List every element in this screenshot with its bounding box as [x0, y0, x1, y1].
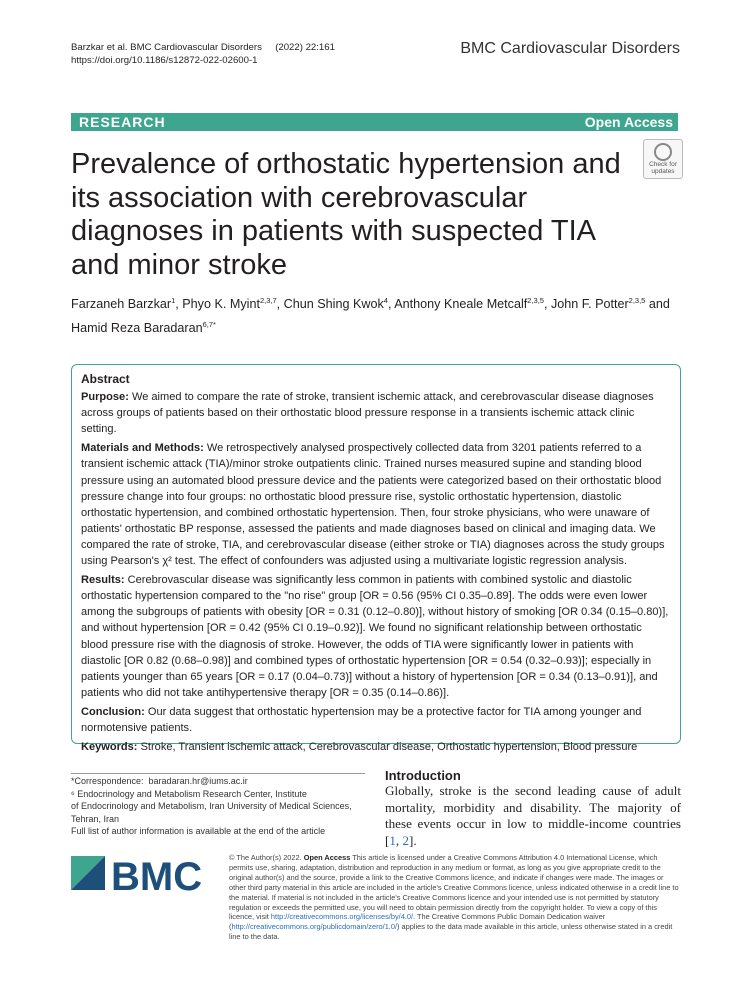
citation-ref[interactable]: 1: [389, 832, 396, 848]
author-name[interactable]: Farzaneh Barzkar: [71, 297, 172, 312]
open-access-label: Open Access: [303, 853, 351, 862]
affiliation-line: Tehran, Iran: [71, 813, 120, 824]
license-body: This article is licensed under a Creative Commons Attribution 4.0 International License, which permits use, sharing, adaptation, distribution and reproduction in any medium or format, as long as you give appropriate credit to the original author(s) and the source, provide a link to the Creative Commons licence, and indicate if changes were made. The images or other third party material in this article are included in the article's Creative Commons licence, unless indicated otherwise in a credit line to the material. If material is not included in the article's Creative Commons licence and your intended use is not permitted by statutory regulation or exceeds the permitted use, you will need to obtain permission directly from the copyright holder. To view a copy of this licence, visit: [229, 853, 679, 922]
author-info-note: Full list of author information is available at the end of the article: [71, 826, 326, 837]
article-title: Prevalence of orthostatic hypertension and its association with cerebrovascular diagnoses in patients with suspected TIA and minor stroke: [71, 148, 621, 281]
author-name[interactable]: Chun Shing Kwok: [283, 297, 384, 312]
methods-text: We retrospectively analysed prospectively collected data from 3201 patients referred to a transient ischemic attack (TIA)/minor stroke outpatients clinic. Trained nurses measured supine and standing blood pressure using an automated blood pressure device and the patients were categorized based on their orthostatic blood pressure change into four groups: no orthostatic blood pressure rise, systolic orthostatic hypertension, diastolic orthostatic hypertension, and combined orthostatic hypertension. Then, four stroke physicians, who were unaware of patients' orthostatic BP response, assessed the patients and made diagnoses based on clinical and imaging data. We compared the rate of stroke, TIA, and cerebrovascular disease (either stroke or TIA) diagnoses across the study groups using Pearson's χ² test. The effect of confounders was adjusted using a multivariate logistic regression analysis.: [81, 442, 665, 568]
author-name[interactable]: Hamid Reza Baradaran: [71, 320, 203, 335]
journal-name: BMC Cardiovascular Disorders: [460, 40, 680, 57]
affiliation-sup: 2,3,7: [259, 296, 277, 305]
bmc-logo-text: BMC: [111, 855, 203, 899]
conclusion-label: Conclusion:: [81, 705, 145, 718]
introduction-heading: Introduction: [385, 768, 461, 783]
check-updates-line1: Check for: [649, 161, 677, 168]
affiliation-sup: 2,3,5: [628, 296, 646, 305]
abstract-heading: Abstract: [81, 372, 130, 386]
purpose-label: Purpose:: [81, 391, 129, 404]
abstract-conclusion: [81, 704, 671, 736]
affiliation-sup: 4: [383, 296, 388, 305]
copyright: © The Author(s) 2022.: [229, 853, 302, 862]
bmc-logo: [71, 852, 211, 910]
correspondence-block: [71, 775, 371, 838]
section-label: RESEARCH: [79, 114, 166, 130]
citation-line: Barzkar et al. BMC Cardiovascular Disorders (2022) 22:161: [71, 42, 335, 53]
intro-text: Globally, stroke is the second leading cause of adult mortality, morbidity and disability. The majority of these events occur in low to middle-income countries [: [385, 783, 681, 848]
affiliation-sup: 2,3,5: [527, 296, 544, 305]
affiliation-sup: 6,7*: [202, 319, 216, 329]
open-access-label: Open Access: [584, 114, 673, 130]
author-list: Farzaneh Barzkar$^1$, Phyo K. Myint$^{2,3,7}$, Chun Shing Kwok$^4$, Anthony Kneale Metcalf$^{2,3,5}$, John F. Potter$^{2,3,5}$ and Hamid Reza Baradaran$^{6,7*}$: [71, 296, 670, 335]
citation-ref[interactable]: 2: [402, 832, 410, 848]
keywords-label: Keywords:: [81, 741, 138, 754]
check-updates-line2: updates: [651, 168, 675, 175]
affiliation-line: of Endocrinology and Metabolism, Iran University of Medical Sciences,: [71, 801, 352, 812]
abstract-keywords: [81, 739, 671, 755]
abstract-box: [71, 364, 681, 754]
purpose-text: We aimed to compare the rate of stroke, transient ischemic attack, and cerebrovascular disease diagnoses across groups of patients based on their orthostatic blood pressure response in a transients ischemic attack clinic setting.: [81, 391, 654, 436]
license-link[interactable]: http://creativecommons.org/licenses/by/4.0/: [270, 912, 414, 922]
check-for-updates-icon[interactable]: [643, 139, 683, 179]
footnote-divider: [71, 773, 365, 774]
author-name[interactable]: John F. Potter: [550, 297, 629, 312]
author-joiner: and: [648, 297, 670, 312]
license-body-3: ) applies to the data made available in this article, unless otherwise stated in a credit line to the data.: [229, 922, 673, 942]
abstract-results: [81, 572, 671, 701]
license-body-2: . The Creative Commons Public Domain Dedication waiver (: [229, 912, 606, 932]
results-text: Cerebrovascular disease was significantly less common in patients with combined systolic and diastolic orthostatic hypertension compared to the "no rise" group [OR = 0.56 (95% CI 0.35–0.89]. The odds were even lower among the subgroups of patients with obesity [OR = 0.31 (0.12–0.80)], without history of smoking [OR 0.34 (0.15–0.80)], and without hypertension [OR = 0.42 (95% CI 0.19–0.92)]. We found no significant relationship between orthostatic blood pressure rise with the diagnosis of stroke. However, the odds of TIA were significantly lower in patients with diastolic [OR 0.82 (0.68–0.98)] and combined types of orthostatic hypertension [OR = 0.54 (0.32–0.93)]; especially in patients younger than 65 years [OR = 0.17 (0.04–0.73)] without a history of hypertension [OR = 0.34 (0.13–0.91)], and patients who did not take antihypertensive therapy [OR = 0.35 (0.14–0.86)].: [81, 574, 669, 699]
intro-text-end: ].: [409, 832, 417, 848]
keywords-text: Stroke, Transient ischemic attack, Cerebrovascular disease, Orthostatic hypertension, Blood pressure: [140, 741, 638, 754]
author-name[interactable]: Anthony Kneale Metcalf: [394, 297, 528, 312]
ref-separator: ,: [395, 832, 403, 848]
affiliation-line: ⁶ Endocrinology and Metabolism Research Center, Institute: [71, 788, 307, 799]
update-circle-icon: [654, 143, 672, 161]
affiliation-sup: 1: [171, 296, 176, 305]
license-text: [229, 853, 681, 942]
doi-link[interactable]: https://doi.org/10.1186/s12872-022-02600-1: [71, 55, 258, 66]
abstract-methods: [81, 440, 671, 569]
author-name[interactable]: Phyo K. Myint: [182, 297, 260, 312]
waiver-link[interactable]: http://creativecommons.org/publicdomain/zero/1.0/: [231, 922, 398, 932]
introduction-paragraph: [385, 783, 681, 849]
methods-label: Materials and Methods:: [81, 442, 204, 455]
conclusion-text: Our data suggest that orthostatic hypertension may be a protective factor for TIA among younger and normotensive patients.: [81, 705, 642, 734]
results-label: Results:: [81, 574, 125, 587]
abstract-purpose: [81, 389, 671, 437]
correspondence-email[interactable]: *Correspondence: baradaran.hr@iums.ac.ir: [71, 776, 248, 786]
